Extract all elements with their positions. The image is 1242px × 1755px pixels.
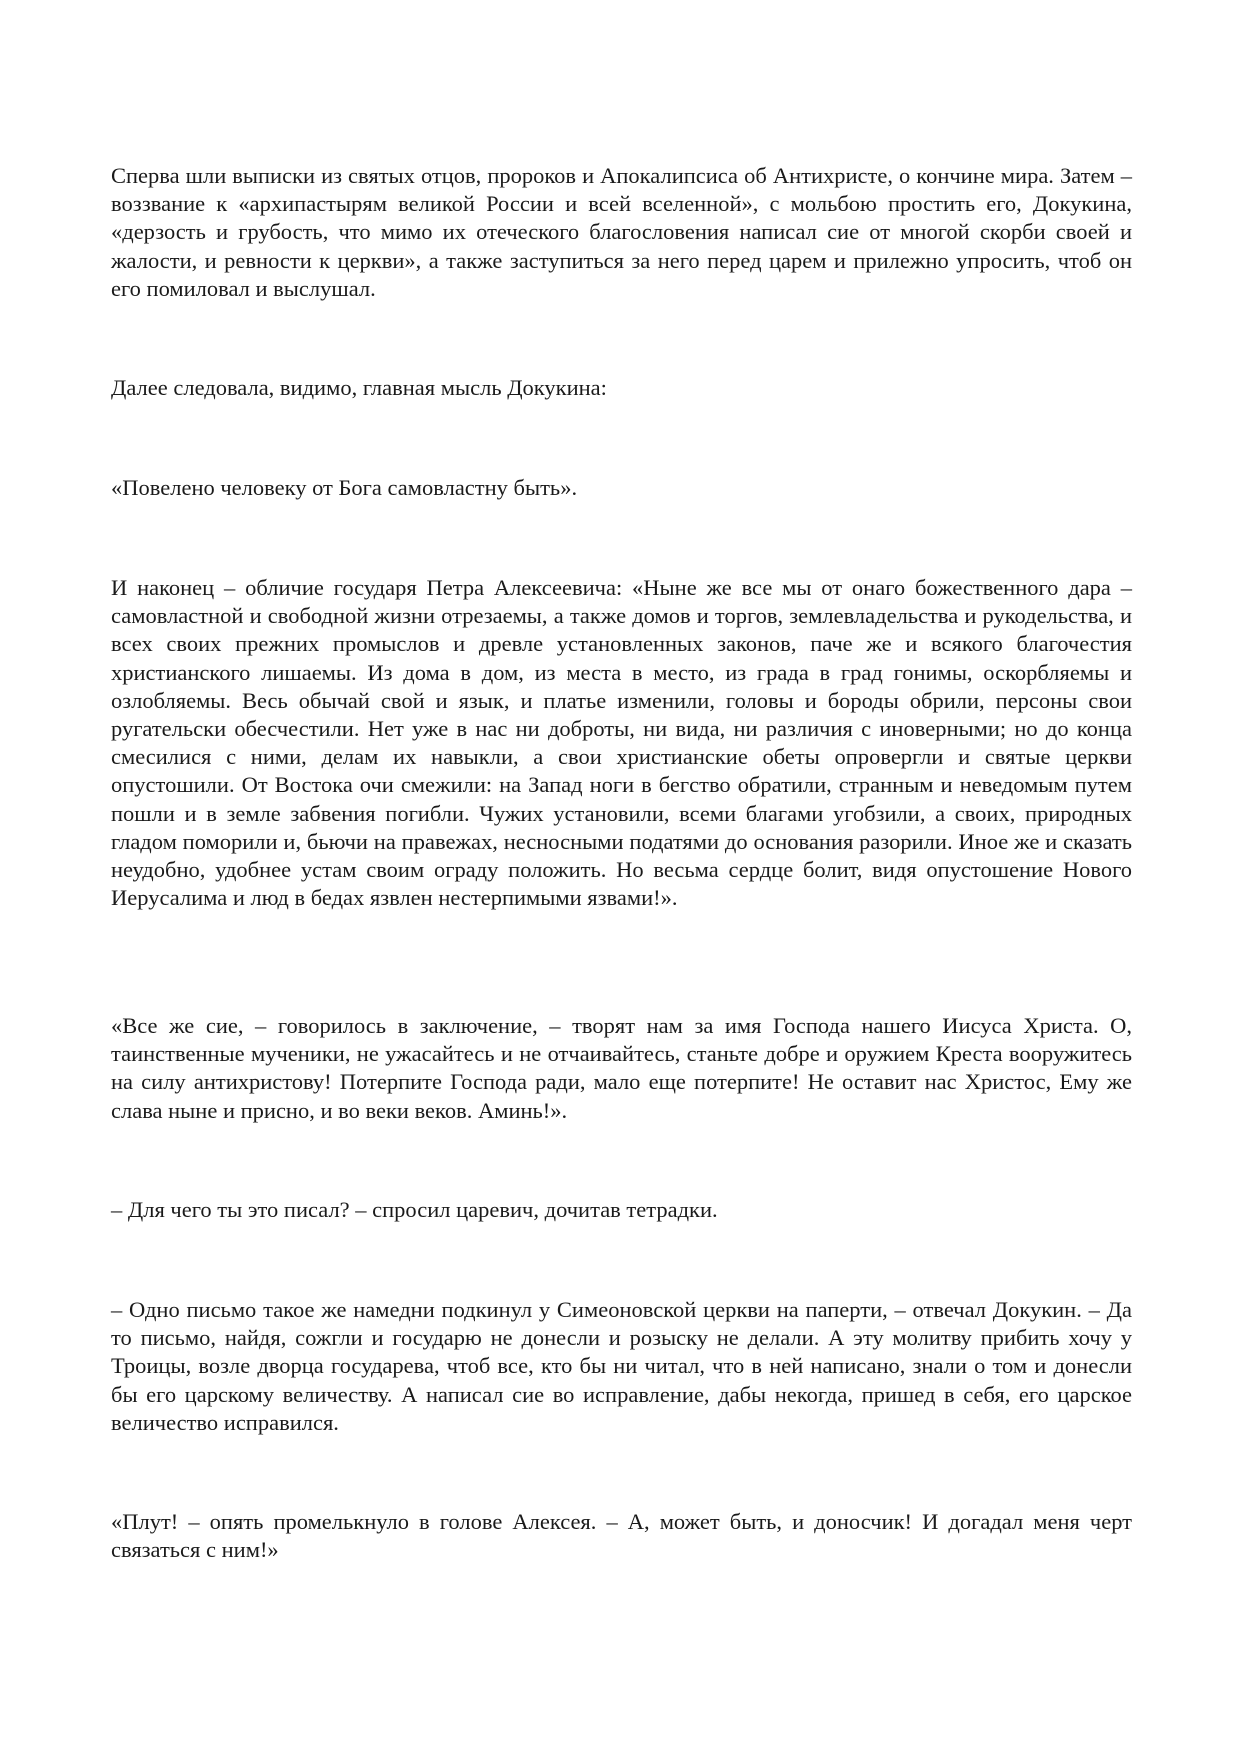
paragraph-conclusion: «Все же сие, – говорилось в заключение, – творят нам за имя Господа нашего Иисуса Христа. О, таинственные мученики, не ужасайтесь и не отчаивайтесь, станьте добре и оружием Креста вооружитесь на силу антихристову! Потерпите Господа ради, мало еще потерпите! Не оставит нас Христос, Ему же слава ныне и присно, и во веки веков. Аминь!».	[111, 1013, 1132, 1123]
paragraph-excerpts: Сперва шли выписки из святых отцов, пророков и Апокалипсиса об Антихристе, о кончине мира. Затем – воззвание к «архипастырям великой России и всей вселенной», с мольбою простить его, Докукина, «дерзость и грубость, что мимо их отеческого благословения написал сие от многой скорби своей и жалости, и ревности к церкви», а также заступиться за него перед царем и прилежно упросить, чтоб он его помиловал и выслушал.	[111, 163, 1132, 301]
paragraph-quote-self-rule: «Повелено человеку от Бога самовластну быть».	[111, 475, 578, 500]
paragraph-question: – Для чего ты это писал? – спросил царевич, дочитав тетрадки.	[111, 1197, 718, 1222]
paragraph-answer: – Одно письмо такое же намедни подкинул у Симеоновской церкви на паперти, – отвечал Докукин. – Да то письмо, найдя, сожгли и государю не донесли и розыску не делали. А эту молитву прибить хочу у Троицы, возле дворца государева, чтоб все, кто бы ни читал, что в ней написано, знали о том и донесли бы его царскому величеству. А написал сие во исправление, дабы некогда, пришед в себя, его царское величество исправился.	[111, 1297, 1132, 1435]
paragraph-thought: «Плут! – опять промелькнуло в голове Алексея. – А, может быть, и доносчик! И догадал меня черт связаться с ним!»	[111, 1509, 1132, 1563]
paragraph-main-thought-intro: Далее следовала, видимо, главная мысль Докукина:	[111, 375, 607, 400]
paragraph-denunciation: И наконец – обличие государя Петра Алексеевича: «Ныне же все мы от онаго божественного дара – самовластной и свободной жизни отрезаемы, а также домов и торгов, землевладельства и рукодельства, и всех своих прежних промыслов и древле установленных законов, паче же и всякого благочестия христианского лишаемы. Из дома в дом, из места в место, из града в град гонимы, оскорбляемы и озлобляемы. Весь обычай свой и язык, и платье изменили, головы и бороды обрили, персоны свои ругательски обесчестили. Нет уже в нас ни доброты, ни вида, ни различия с иноверными; но до конца смесилися с ними, делам их навыкли, а свои христианские обеты опровергли и святые церкви опустошили. От Востока очи смежили: на Запад ноги в бегство обратили, странным и неведомым путем пошли и в земле забвения погибли. Чужих установили, всеми благами угобзили, а своих, природных гладом поморили и, бьючи на правежах, несносными податями до основания разорили. Иное же и сказать неудобно, удобнее устам своим ограду положить. Но весьма сердце болит, видя опустошение Нового Иерусалима и люд в бедах язвлен нестерпимыми язвами!».	[111, 575, 1132, 911]
